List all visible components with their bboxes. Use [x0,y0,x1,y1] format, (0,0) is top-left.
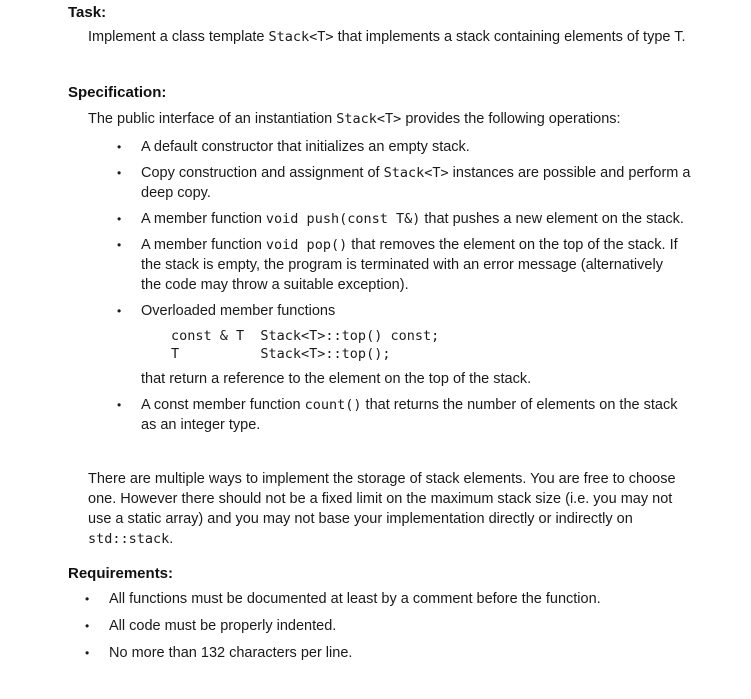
spec-item-text: that removes the element on the top of the stack. If the stack is empty, the program is terminated with an error message (alternatively the code may throw a suitable exception). [141,237,678,293]
spec-item-text: that returns the number of elements on the stack as an integer type. [141,397,678,433]
spec-item-code: count() [304,397,362,413]
requirement-text: All functions must be documented at least by a comment before the function. [109,591,601,607]
code-line: T Stack<T>::top(); [171,346,391,362]
spec-item-count [117,395,686,435]
requirement-text: No more than 132 characters per line. [109,645,353,661]
spec-item-text: instances are possible and perform a deep copy. [141,165,691,201]
spec-item-text: A const member function [141,397,305,413]
bullet: • [117,166,122,180]
spec-item-text: A member function [141,211,266,227]
specification-heading: Specification: [68,84,167,101]
bullet: • [117,398,122,412]
bullet: • [117,238,122,252]
storage-code: std::stack [88,531,170,547]
task-description [88,27,688,47]
spec-item-text: Copy construction and assignment of [141,165,384,181]
bullet: • [85,619,90,633]
storage-paragraph [88,469,688,549]
requirement-item [85,616,725,636]
code-line: const & T Stack<T>::top() const; [171,328,440,344]
spec-item-text: that return a reference to the element on the top of the stack. [141,371,532,387]
task-text-2: that implements a stack containing elements of type T. [333,29,686,45]
task-code: Stack<T> [268,29,334,45]
requirement-item [85,589,725,609]
spec-item-code: void push(const T&) [265,211,421,227]
task-heading: Task: [68,4,107,21]
spec-intro-code: Stack<T> [336,111,402,127]
task-text-1: Implement a class template [88,29,269,45]
spec-item-top [117,301,697,389]
specification-list [117,137,697,435]
spec-item-code: Stack<T> [383,165,449,181]
specification-intro [88,109,708,129]
spec-item-push [117,209,701,229]
spec-intro-text-1: The public interface of an instantiation [88,111,337,127]
spec-item-pop [117,235,681,295]
storage-text-2: . [169,531,174,547]
bullet: • [85,646,90,660]
storage-text-1: There are multiple ways to implement the storage of stack elements. You are free to choose one. However there should not be a fixed limit on the maximum stack size (i.e. you may not use a static array) and you may not base your implementation directly or indirectly on [88,471,676,527]
top-signatures-code [171,327,697,363]
bullet: • [117,304,122,318]
bullet: • [85,592,90,606]
requirement-text: All code must be properly indented. [109,618,337,634]
spec-item-default-constructor [117,137,697,157]
spec-item-text: that pushes a new element on the stack. [420,211,684,227]
bullet: • [117,140,122,154]
requirement-item [85,643,725,663]
spec-item-code: void pop() [265,237,348,253]
requirements-list [85,589,725,663]
spec-item-text: A default constructor that initializes an empty stack. [141,139,470,155]
requirements-heading: Requirements: [68,565,174,582]
spec-item-text: Overloaded member functions [141,303,336,319]
spec-item-text: A member function [141,237,266,253]
bullet: • [117,212,122,226]
spec-item-copy [117,163,701,203]
spec-intro-text-2: provides the following operations: [401,111,621,127]
